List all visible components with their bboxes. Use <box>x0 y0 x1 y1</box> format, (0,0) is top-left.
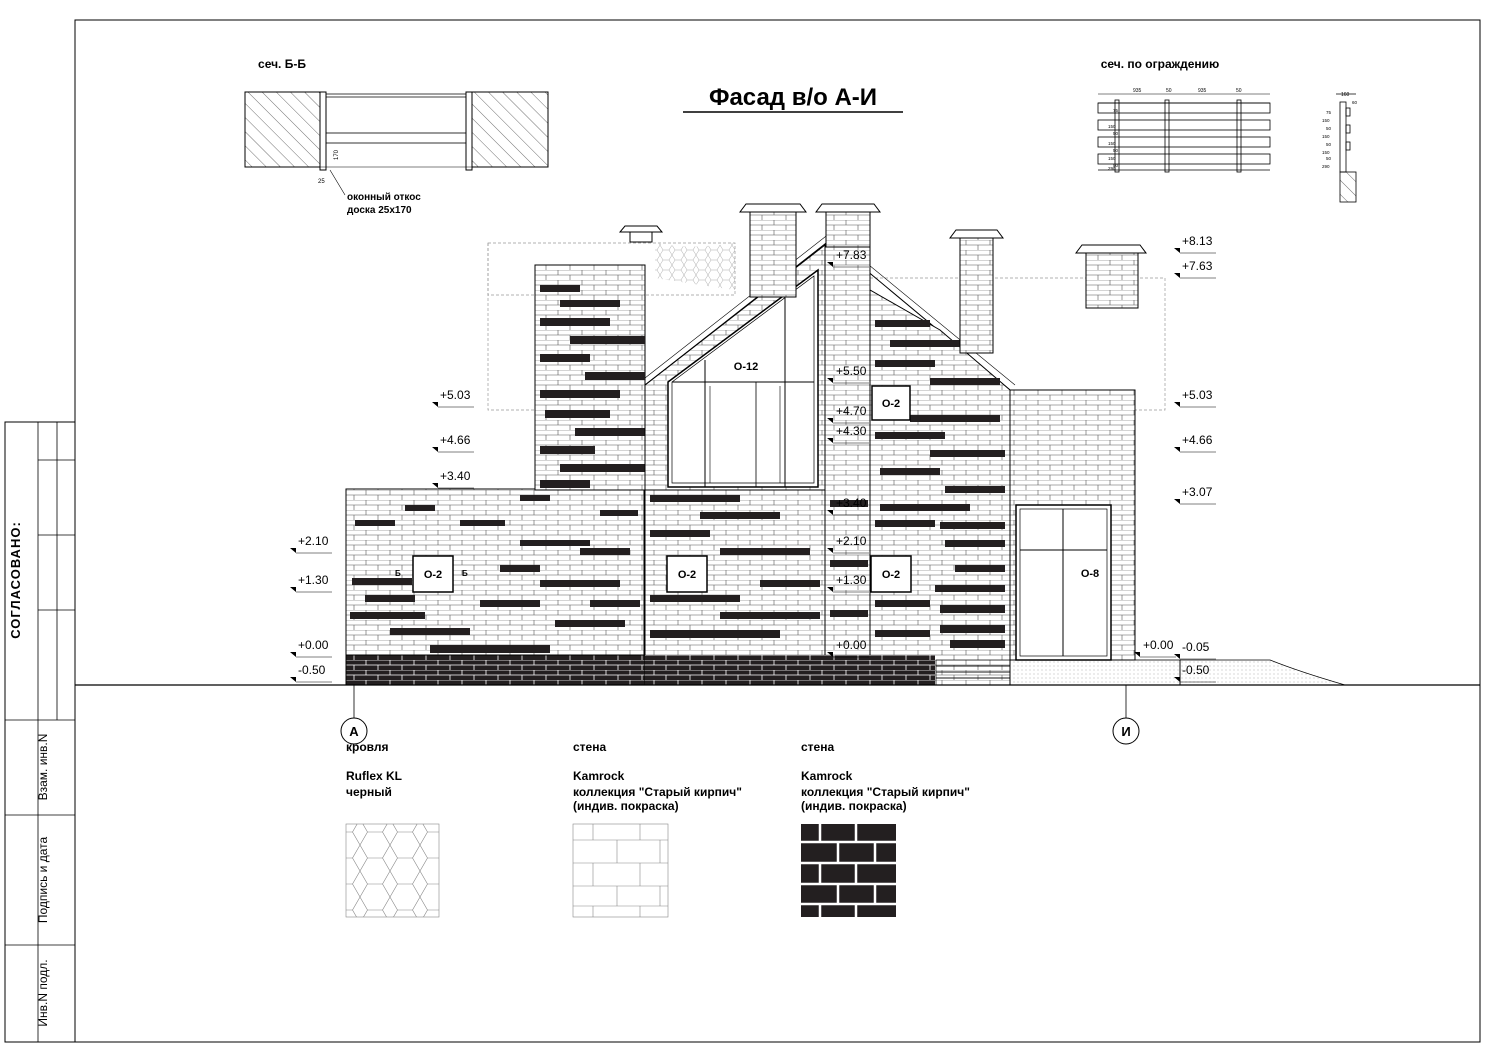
dim-label: 25 <box>318 179 325 185</box>
section-mark: Б <box>395 569 401 578</box>
level-triangle <box>1174 402 1180 407</box>
dim-label: 50 <box>1236 88 1242 94</box>
sidebar-row-label: Инв.N подл. <box>36 959 50 1027</box>
axis-label: А <box>349 724 359 739</box>
window-label: О-8 <box>1080 568 1100 580</box>
dim-label: 150 <box>1108 141 1116 146</box>
sidebar-row-label: Подпись и дата <box>36 836 50 924</box>
level-label: +4.66 <box>1182 433 1213 447</box>
level-label: +0.00 <box>836 638 867 652</box>
level-triangle <box>290 587 296 592</box>
legend-heading: стена <box>573 740 607 754</box>
level-label: -0.50 <box>1182 663 1210 677</box>
window-label: О-2 <box>423 569 443 581</box>
section-note: доска 25х170 <box>347 205 412 216</box>
legend-line: (индив. покраска) <box>573 799 679 813</box>
window-label: О-12 <box>733 361 759 373</box>
dim-label: 50 <box>1113 148 1119 153</box>
level-label: +4.30 <box>836 424 867 438</box>
level-triangle <box>432 447 438 452</box>
level-label: +0.00 <box>1143 638 1174 652</box>
dim-label: 75 <box>1113 108 1119 113</box>
dim-label: 160 <box>1341 92 1350 98</box>
level-label: +4.66 <box>440 433 471 447</box>
dim-label: 170 <box>334 149 340 160</box>
materials-legend <box>346 740 970 917</box>
dim-label: 935 <box>1198 88 1207 94</box>
section-note: оконный откос <box>347 192 421 203</box>
legend-line: коллекция "Старый кирпич" <box>573 785 742 799</box>
dim-label: 150 <box>1108 124 1116 129</box>
level-label: +7.83 <box>836 248 867 262</box>
window-label: О-2 <box>881 569 901 581</box>
level-triangle <box>432 483 438 488</box>
section-mark: Б <box>462 569 468 578</box>
dim-label: 50 <box>1326 126 1332 131</box>
level-triangle <box>1174 499 1180 504</box>
level-label: +5.03 <box>440 388 471 402</box>
side-stamp <box>5 422 75 1042</box>
dim-label: 75 <box>1326 110 1332 115</box>
wall-center-pillar <box>825 245 870 685</box>
level-label: +5.03 <box>1182 388 1213 402</box>
window-o12 <box>668 270 818 487</box>
legend-line: коллекция "Старый кирпич" <box>801 785 970 799</box>
level-label: +1.30 <box>836 573 867 587</box>
level-triangle <box>290 677 296 682</box>
section-bb <box>245 57 548 216</box>
level-triangle <box>290 548 296 553</box>
level-label: +2.10 <box>836 534 867 548</box>
level-triangle <box>1174 248 1180 253</box>
dim-label: 150 <box>1108 156 1116 161</box>
level-label: +1.30 <box>298 573 329 587</box>
legend-line: (индив. покраска) <box>801 799 907 813</box>
dim-label: 50 <box>1326 142 1332 147</box>
legend-heading: кровля <box>346 740 389 754</box>
dim-label: 290 <box>1108 166 1116 171</box>
level-triangle <box>1174 447 1180 452</box>
level-label: +8.13 <box>1182 234 1213 248</box>
axis-markers <box>341 685 1139 744</box>
legend-swatch-light-brick <box>573 824 668 917</box>
sidebar-row-label: Взам. инв.N <box>36 733 50 801</box>
dim-label: 935 <box>1133 88 1142 94</box>
dim-label: 150 <box>1322 150 1330 155</box>
dim-label: 50 <box>1113 163 1119 168</box>
page-title: Фасад в/о А-И <box>708 84 878 111</box>
legend-line: Ruflex KL <box>346 769 403 783</box>
level-triangle <box>1174 654 1180 659</box>
legend-line: Kamrock <box>801 769 853 783</box>
dim-label: 50 <box>1326 156 1332 161</box>
level-label: +4.70 <box>836 404 867 418</box>
level-label: +3.40 <box>836 496 867 510</box>
agreed-label: СОГЛАСОВАНО: <box>8 521 23 639</box>
level-label: +7.63 <box>1182 259 1213 273</box>
facade-elevation <box>75 204 1480 685</box>
dim-label: 150 <box>1322 118 1330 123</box>
fence-section <box>1098 57 1358 202</box>
level-label: +3.40 <box>440 469 471 483</box>
window-label: О-2 <box>881 398 901 410</box>
axis-label: И <box>1121 724 1131 739</box>
level-label: +0.00 <box>298 638 329 652</box>
fence-section-label: сеч. по ограждению <box>1100 57 1220 71</box>
section-bb-label: сеч. Б-Б <box>258 57 306 71</box>
level-triangle <box>432 402 438 407</box>
level-label: -0.05 <box>1182 640 1210 654</box>
legend-line: Kamrock <box>573 769 625 783</box>
dim-label: 50 <box>1166 88 1172 94</box>
legend-heading: стена <box>801 740 835 754</box>
dim-label: 50 <box>1113 131 1119 136</box>
level-label: +5.50 <box>836 364 867 378</box>
legend-swatch-dark-brick <box>801 824 896 917</box>
dim-label: 290 <box>1322 164 1330 169</box>
level-label: +2.10 <box>298 534 329 548</box>
window-label: О-2 <box>677 569 697 581</box>
legend-swatch-roof <box>346 824 439 917</box>
level-label: +3.07 <box>1182 485 1213 499</box>
level-label: -0.50 <box>298 663 326 677</box>
dim-label: 60 <box>1352 100 1358 105</box>
level-triangle <box>1174 273 1180 278</box>
dim-label: 150 <box>1322 134 1330 139</box>
level-triangle <box>290 652 296 657</box>
legend-line: черный <box>346 785 392 799</box>
